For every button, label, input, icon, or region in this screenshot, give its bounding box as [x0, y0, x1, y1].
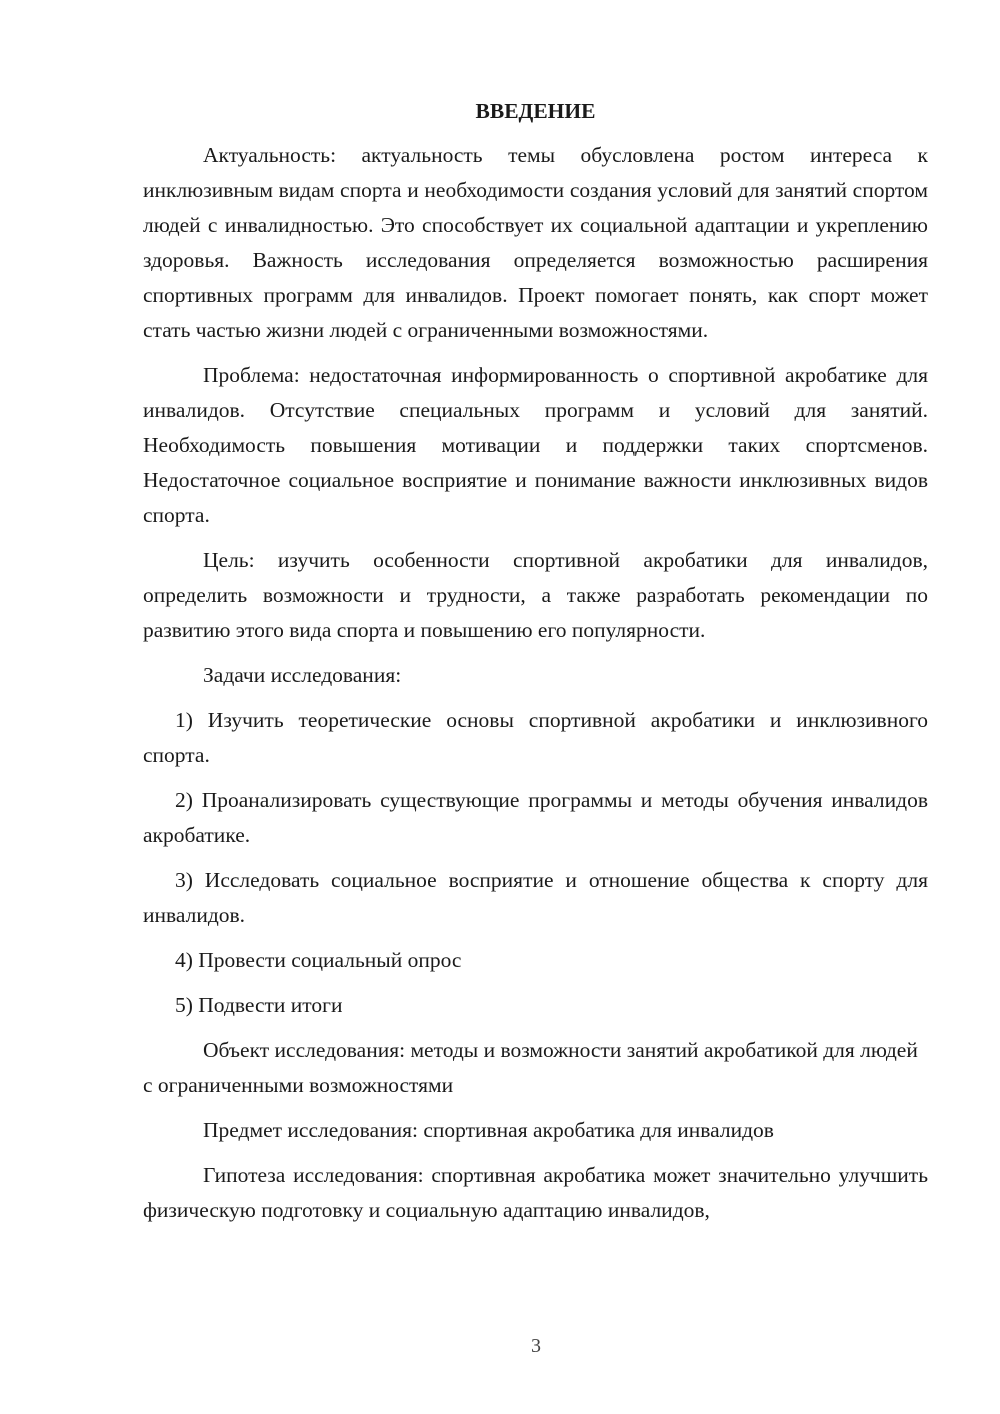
object-paragraph: Объект исследования: методы и возможности занятий акробатикой для людей с ограниченными возможностями — [143, 1038, 918, 1097]
task-item-2: 2) Проанализировать существующие программы и методы обучения инвалидов акробатике. — [143, 788, 928, 847]
goal-paragraph: Цель: изучить особенности спортивной акробатики для инвалидов, определить возможности и трудности, а также разработать рекомендации по развитию этого вида спорта и повышению его популярности. — [143, 548, 928, 642]
hypothesis-paragraph: Гипотеза исследования: спортивная акробатика может значительно улучшить физическую подготовку и социальную адаптацию инвалидов, — [143, 1163, 928, 1222]
page-number: 3 — [531, 1335, 541, 1357]
relevance-paragraph: Актуальность: актуальность темы обусловлена ростом интереса к инклюзивным видам спорта и необходимости создания условий для занятий спортом людей с инвалидностью. Это способствует их социальной адаптации и укреплению здоровья. Важность исследования определяется возможностью расширения спортивных программ для инвалидов. Проект помогает понять, как спорт может стать частью жизни людей с ограниченными возможностями. — [143, 143, 928, 342]
task-item-3: 3) Исследовать социальное восприятие и отношение общества к спорту для инвалидов. — [143, 868, 928, 927]
page-content — [143, 94, 928, 1238]
tasks-heading: Задачи исследования: — [203, 663, 402, 687]
section-heading: ВВЕДЕНИЕ — [475, 99, 596, 123]
problem-paragraph: Проблема: недостаточная информированность о спортивной акробатике для инвалидов. Отсутствие специальных программ и условий для занятий. Необходимость повышения мотивации и поддержки таких спортсменов. Недостаточное социальное восприятие и понимание важности инклюзивных видов спорта. — [143, 363, 928, 527]
task-item-5: 5) Подвести итоги — [175, 993, 343, 1017]
task-item-4: 4) Провести социальный опрос — [175, 948, 462, 972]
task-item-1: 1) Изучить теоретические основы спортивной акробатики и инклюзивного спорта. — [143, 708, 928, 767]
subject-paragraph: Предмет исследования: спортивная акробатика для инвалидов — [203, 1118, 774, 1142]
